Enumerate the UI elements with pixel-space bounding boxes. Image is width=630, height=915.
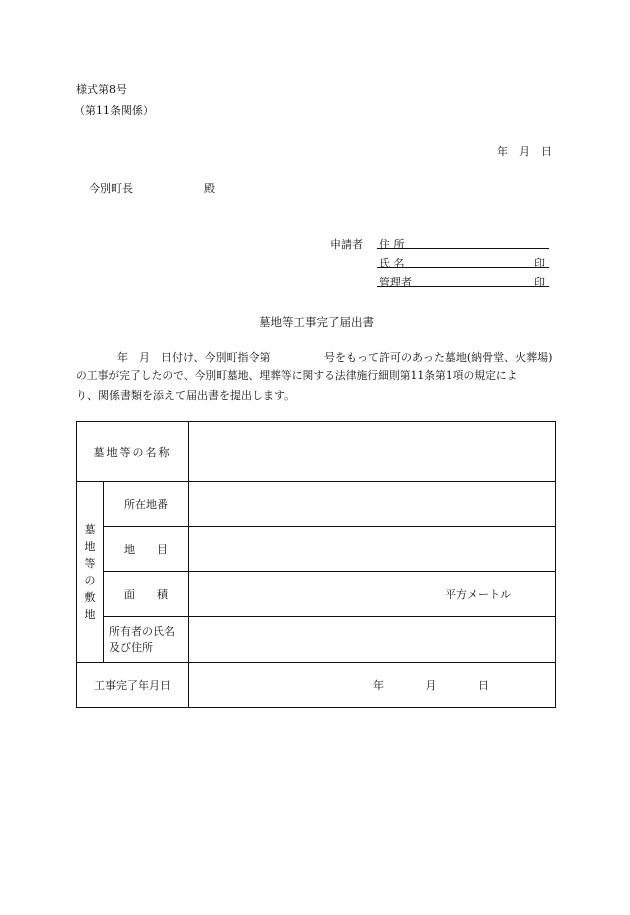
body-line-2: の工事が完了したので、今別町墓地、埋葬等に関する法律施行細則第11条第1項の規定によ <box>76 369 518 382</box>
completion-year: 年 <box>373 679 384 692</box>
owner-label <box>104 617 189 663</box>
land-category-label: 地 目 <box>104 527 189 572</box>
area-unit: 平方メートル <box>445 588 511 601</box>
addressee-name: 今別町長 <box>89 182 133 195</box>
cemetery-name-field[interactable] <box>189 422 556 482</box>
table-row <box>77 572 556 617</box>
completion-date-field[interactable] <box>189 663 556 708</box>
form-number: 様式第8号 <box>76 83 127 96</box>
table-row <box>77 422 556 482</box>
site-group-vertical-text <box>77 521 103 623</box>
area-field[interactable] <box>189 572 556 617</box>
owner-label-line-2: 及び住所 <box>109 640 153 654</box>
submission-date: 年 月 日 <box>497 145 552 158</box>
site-group-char: 墓 <box>84 523 96 536</box>
area-label: 面 積 <box>104 572 189 617</box>
body-line-3: り、関係書類を添えて届出書を提出します。 <box>76 389 296 402</box>
applicant-name-label: 氏 名 <box>379 257 405 270</box>
table-row <box>77 527 556 572</box>
addressee-honorific: 殿 <box>204 182 215 195</box>
site-group-char: 敷 <box>84 591 96 604</box>
document-title: 墓地等工事完了届出書 <box>259 315 374 329</box>
site-group-char: 等 <box>84 557 96 570</box>
lot-number-label: 所在地番 <box>104 482 189 527</box>
table-row <box>77 663 556 708</box>
site-group-char: の <box>84 574 96 587</box>
land-category-field[interactable] <box>189 527 556 572</box>
body-line-1a: 年 月 日付け、今別町指令第 <box>117 351 271 364</box>
cemetery-name-label <box>77 422 189 482</box>
name-underline <box>377 267 549 268</box>
address-underline <box>377 248 549 249</box>
table-row <box>77 617 556 663</box>
site-group-label <box>77 482 104 663</box>
applicant-manager-label: 管理者 <box>379 276 412 289</box>
name-seal: 印 <box>534 257 545 270</box>
owner-field[interactable] <box>189 617 556 663</box>
manager-underline <box>377 286 549 287</box>
body-line-1b: 号をもって許可のあった墓地(納骨堂、火葬場) <box>324 351 553 364</box>
article-reference: （第11条関係） <box>74 104 154 117</box>
applicant-label: 申請者 <box>330 238 363 251</box>
owner-label-line-1: 所有者の氏名 <box>109 624 175 638</box>
completion-day: 日 <box>478 679 489 692</box>
applicant-address-label: 住 所 <box>379 238 405 251</box>
manager-seal: 印 <box>534 276 545 289</box>
completion-date-label: 工事完了年月日 <box>77 663 189 708</box>
completion-form-table <box>76 421 556 708</box>
table-row <box>77 482 556 527</box>
lot-number-field[interactable] <box>189 482 556 527</box>
cemetery-name-text: 墓地等の名称 <box>93 445 172 459</box>
site-group-char: 地 <box>84 540 96 553</box>
site-group-char: 地 <box>84 608 96 621</box>
completion-month: 月 <box>425 679 437 692</box>
